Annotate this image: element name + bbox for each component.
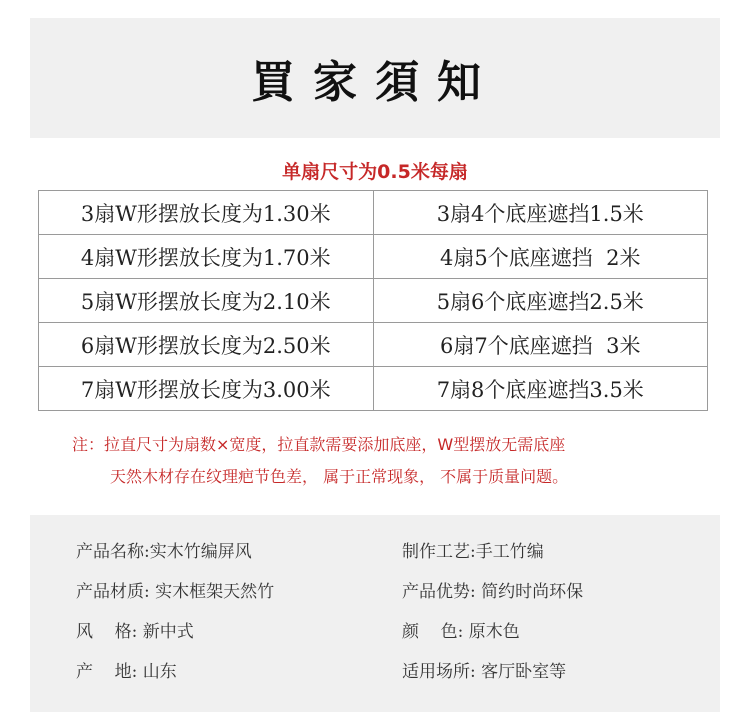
base-cell: 4扇5个底座遮挡 2米 [373, 235, 708, 279]
info-label: 产品名称: [76, 542, 150, 562]
info-row [30, 537, 720, 567]
info-value: 简约时尚环保 [475, 582, 584, 602]
table-row [39, 191, 708, 235]
base-cell: 3扇4个底座遮挡1.5米 [373, 191, 708, 235]
info-value: 山东 [137, 662, 177, 682]
base-cell: 7扇8个底座遮挡3.5米 [373, 367, 708, 411]
base-cell: 5扇6个底座遮挡2.5米 [373, 279, 708, 323]
page-title: 買家須知 [251, 57, 499, 108]
info-label: 颜 色: [402, 622, 464, 642]
info-item [402, 657, 566, 682]
info-label: 产品优势: [402, 582, 476, 602]
size-table [38, 190, 708, 411]
info-item [76, 537, 252, 562]
info-label: 产 地: [76, 662, 138, 682]
info-item [76, 577, 274, 602]
table-row [39, 279, 708, 323]
panel-size-subtitle: 单扇尺寸为0.5米每扇 [282, 161, 468, 183]
info-value: 客厅卧室等 [475, 662, 567, 682]
info-item [402, 537, 544, 562]
info-value: 原木色 [463, 622, 520, 642]
info-item [402, 577, 583, 602]
info-item [76, 617, 194, 642]
base-cell: 6扇7个底座遮挡 3米 [373, 323, 708, 367]
info-item [76, 657, 177, 682]
info-value: 实木框架天然竹 [149, 582, 275, 602]
info-row [30, 577, 720, 607]
info-label: 适用场所: [402, 662, 476, 682]
table-row [39, 235, 708, 279]
info-item [402, 617, 520, 642]
info-value: 手工竹编 [475, 542, 544, 562]
table-row [39, 367, 708, 411]
product-info-panel [30, 515, 720, 712]
info-value: 实木竹编屏风 [149, 542, 252, 562]
header-banner [30, 18, 720, 138]
info-row [30, 617, 720, 647]
note-line: 天然木材存在纹理疤节色差， 属于正常现象， 不属于质量问题。 [110, 467, 569, 486]
length-cell: 3扇W形摆放长度为1.30米 [39, 191, 374, 235]
info-label: 风 格: [76, 622, 138, 642]
length-cell: 5扇W形摆放长度为2.10米 [39, 279, 374, 323]
info-value: 新中式 [137, 622, 194, 642]
length-cell: 7扇W形摆放长度为3.00米 [39, 367, 374, 411]
note-line: 注：拉直尺寸为扇数×宽度，拉直款需要添加底座，W型摆放无需底座 [72, 435, 566, 454]
info-row [30, 657, 720, 687]
info-label: 制作工艺: [402, 542, 476, 562]
info-label: 产品材质: [76, 582, 150, 602]
length-cell: 6扇W形摆放长度为2.50米 [39, 323, 374, 367]
length-cell: 4扇W形摆放长度为1.70米 [39, 235, 374, 279]
table-row [39, 323, 708, 367]
